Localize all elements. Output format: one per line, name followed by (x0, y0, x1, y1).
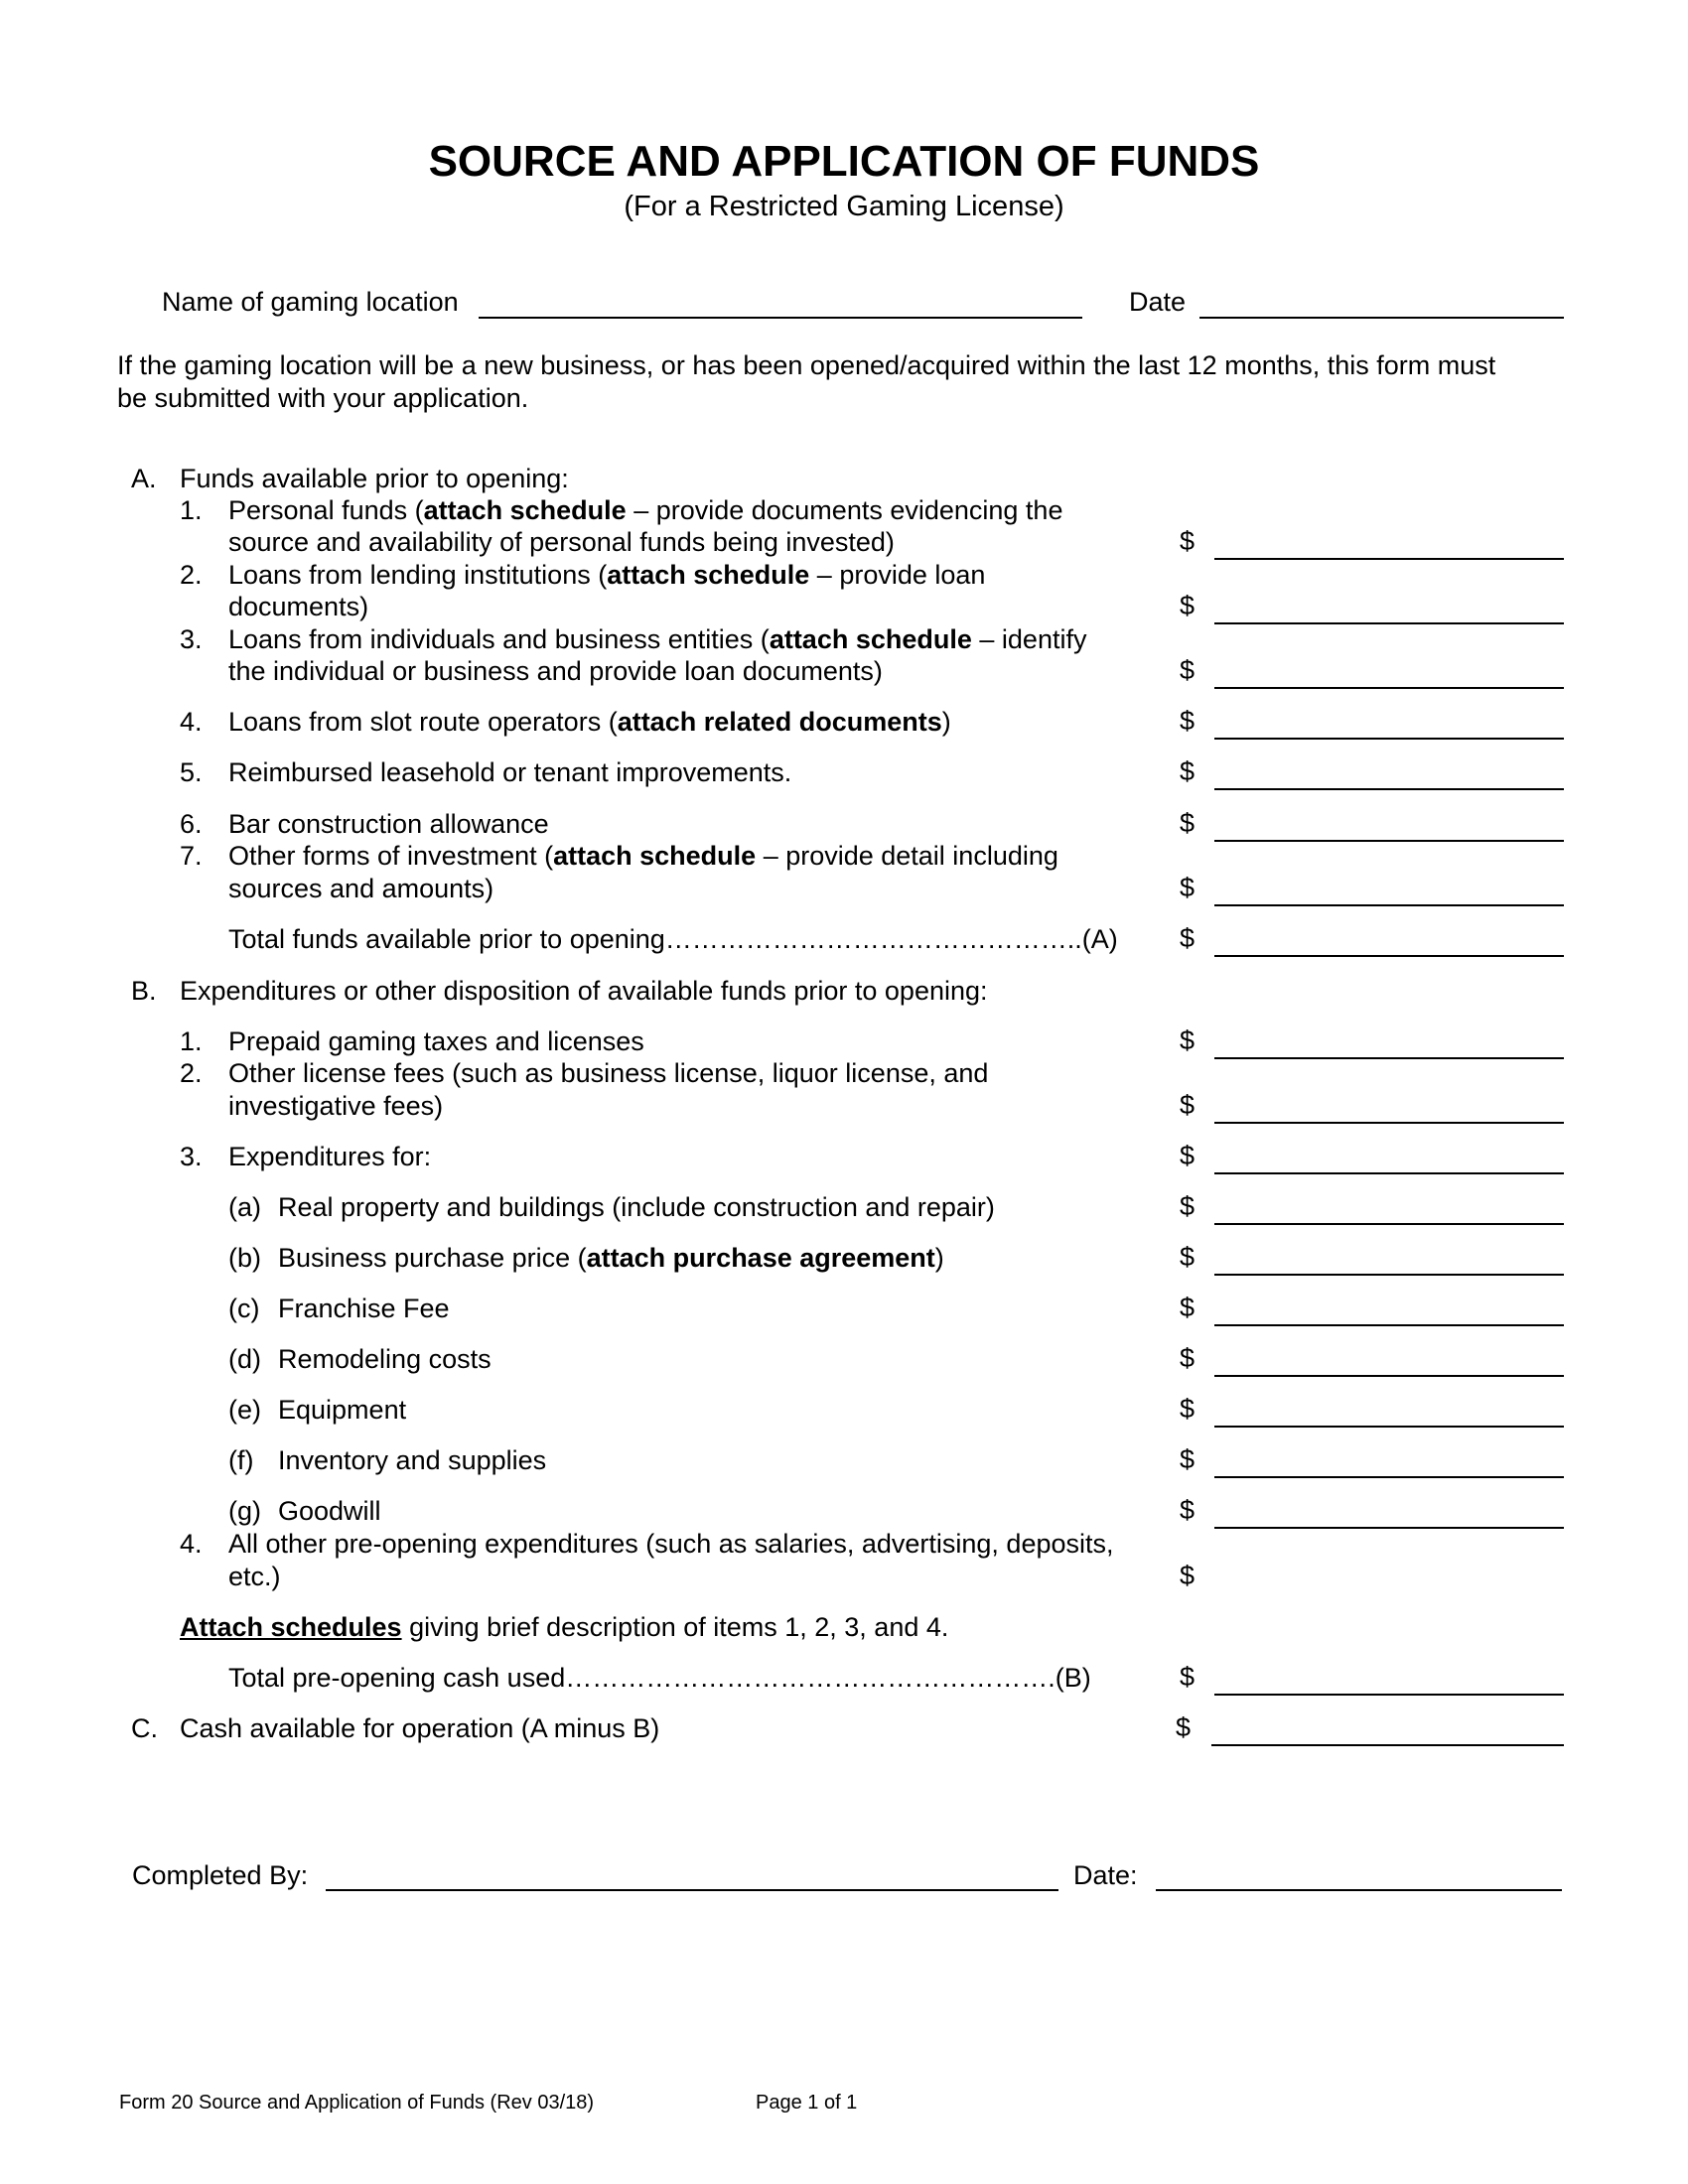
b3a-text: Real property and buildings (include construction and repair) (278, 1192, 995, 1222)
b3c-dollar: $ (1180, 1293, 1196, 1322)
total-b-label: Total pre-opening cash used……………………………………………….(B) (228, 1663, 1091, 1693)
intro-line-2: be submitted with your application. (117, 383, 529, 413)
a4-dollar: $ (1180, 706, 1196, 736)
section-b-letter: B. (131, 976, 157, 1006)
b3-dollar: $ (1180, 1141, 1196, 1170)
a2-text-line2: documents) (228, 592, 369, 621)
completed-by-field[interactable] (326, 1889, 1058, 1891)
a6-amount-field[interactable] (1214, 840, 1564, 842)
b1-dollar: $ (1180, 1025, 1196, 1055)
a4-text: Loans from slot route operators (attach related documents) (228, 707, 951, 737)
total-a-label: Total funds available prior to opening………………………………………..(A) (228, 924, 1118, 954)
a7-text: Other forms of investment (attach schedule – provide detail including (228, 841, 1058, 871)
form-subtitle: (For a Restricted Gaming License) (624, 191, 1064, 222)
b3d-dollar: $ (1180, 1343, 1196, 1373)
b3e-text: Equipment (278, 1395, 407, 1425)
page-number: Page 1 of 1 (756, 2092, 858, 2114)
total-a-dollar: $ (1180, 923, 1196, 953)
b1-text: Prepaid gaming taxes and licenses (228, 1026, 644, 1056)
b3a-letter: (a) (228, 1192, 261, 1222)
b2-text: Other license fees (such as business license, liquor license, and (228, 1058, 989, 1088)
a5-text: Reimbursed leasehold or tenant improvements. (228, 757, 792, 787)
a3-amount-field[interactable] (1214, 687, 1564, 689)
b3g-letter: (g) (228, 1496, 261, 1526)
b3a-dollar: $ (1180, 1191, 1196, 1221)
intro-line-1: If the gaming location will be a new business, or has been opened/acquired within the last 12 months, this form must (117, 350, 1496, 380)
b3c-letter: (c) (228, 1294, 260, 1323)
b4-number: 4. (180, 1529, 203, 1559)
b3b-letter: (b) (228, 1243, 261, 1273)
b3-text: Expenditures for: (228, 1142, 432, 1171)
a1-number: 1. (180, 495, 203, 525)
section-a-heading: Funds available prior to opening: (180, 464, 569, 493)
signature-date-field[interactable] (1156, 1889, 1562, 1891)
b2-number: 2. (180, 1058, 203, 1088)
a6-dollar: $ (1180, 808, 1196, 838)
b2-text-line2: investigative fees) (228, 1091, 444, 1121)
date-label: Date (1129, 287, 1187, 317)
section-a-letter: A. (131, 464, 157, 493)
name-field[interactable] (479, 317, 1082, 319)
b3-amount-field[interactable] (1214, 1172, 1564, 1174)
name-label: Name of gaming location (162, 287, 459, 317)
b3f-amount-field[interactable] (1214, 1476, 1564, 1478)
b3g-dollar: $ (1180, 1495, 1196, 1525)
a3-text: Loans from individuals and business entities (attach schedule – identify (228, 624, 1087, 654)
b3e-letter: (e) (228, 1395, 261, 1425)
a6-number: 6. (180, 809, 203, 839)
a3-number: 3. (180, 624, 203, 654)
signature-date-label: Date: (1073, 1860, 1138, 1890)
section-c-amount-field[interactable] (1211, 1744, 1564, 1746)
b3b-text: Business purchase price (attach purchase agreement) (278, 1243, 944, 1273)
a5-number: 5. (180, 757, 203, 787)
b3-number: 3. (180, 1142, 203, 1171)
b2-amount-field[interactable] (1214, 1122, 1564, 1124)
b3d-letter: (d) (228, 1344, 261, 1374)
form-title: SOURCE AND APPLICATION OF FUNDS (428, 137, 1260, 186)
b3f-dollar: $ (1180, 1444, 1196, 1474)
b1-number: 1. (180, 1026, 203, 1056)
completed-by-label: Completed By: (132, 1860, 309, 1890)
b4-text-line2: etc.) (228, 1562, 281, 1591)
b3c-amount-field[interactable] (1214, 1324, 1564, 1326)
total-b-amount-field[interactable] (1214, 1694, 1564, 1696)
section-c-dollar: $ (1176, 1712, 1192, 1742)
b3f-text: Inventory and supplies (278, 1445, 547, 1475)
a5-amount-field[interactable] (1214, 788, 1564, 790)
a4-amount-field[interactable] (1214, 738, 1564, 740)
section-b-heading: Expenditures or other disposition of available funds prior to opening: (180, 976, 988, 1006)
a1-amount-field[interactable] (1214, 558, 1564, 560)
a3-dollar: $ (1180, 655, 1196, 685)
attach-schedules-note: Attach schedules giving brief description of items 1, 2, 3, and 4. (180, 1612, 949, 1642)
a4-number: 4. (180, 707, 203, 737)
b3e-dollar: $ (1180, 1394, 1196, 1424)
a2-number: 2. (180, 560, 203, 590)
a6-text: Bar construction allowance (228, 809, 549, 839)
a2-text: Loans from lending institutions (attach schedule – provide loan (228, 560, 986, 590)
b3b-amount-field[interactable] (1214, 1274, 1564, 1276)
a1-text-line2: source and availability of personal funds being invested) (228, 527, 895, 557)
total-b-dollar: $ (1180, 1662, 1196, 1692)
b3c-text: Franchise Fee (278, 1294, 450, 1323)
b3d-text: Remodeling costs (278, 1344, 492, 1374)
a5-dollar: $ (1180, 756, 1196, 786)
a2-dollar: $ (1180, 591, 1196, 620)
b3g-text: Goodwill (278, 1496, 381, 1526)
b1-amount-field[interactable] (1214, 1057, 1564, 1059)
date-field[interactable] (1199, 317, 1564, 319)
b4-dollar: $ (1180, 1561, 1196, 1590)
b3f-letter: (f) (228, 1445, 254, 1475)
total-a-amount-field[interactable] (1214, 955, 1564, 957)
b3d-amount-field[interactable] (1214, 1375, 1564, 1377)
a7-dollar: $ (1180, 873, 1196, 902)
a7-amount-field[interactable] (1214, 904, 1564, 906)
a1-dollar: $ (1180, 526, 1196, 556)
b3a-amount-field[interactable] (1214, 1223, 1564, 1225)
a1-text: Personal funds (attach schedule – provide documents evidencing the (228, 495, 1063, 525)
b3b-dollar: $ (1180, 1242, 1196, 1272)
b3e-amount-field[interactable] (1214, 1426, 1564, 1428)
a7-number: 7. (180, 841, 203, 871)
section-c-text: Cash available for operation (A minus B) (180, 1713, 660, 1743)
a7-text-line2: sources and amounts) (228, 874, 494, 903)
b4-text: All other pre-opening expenditures (such as salaries, advertising, deposits, (228, 1529, 1114, 1559)
b3g-amount-field[interactable] (1214, 1527, 1564, 1529)
b2-dollar: $ (1180, 1090, 1196, 1120)
a3-text-line2: the individual or business and provide loan documents) (228, 656, 883, 686)
form-footer: Form 20 Source and Application of Funds (Rev 03/18) (119, 2092, 595, 2114)
section-c-letter: C. (131, 1713, 158, 1743)
a2-amount-field[interactable] (1214, 622, 1564, 624)
